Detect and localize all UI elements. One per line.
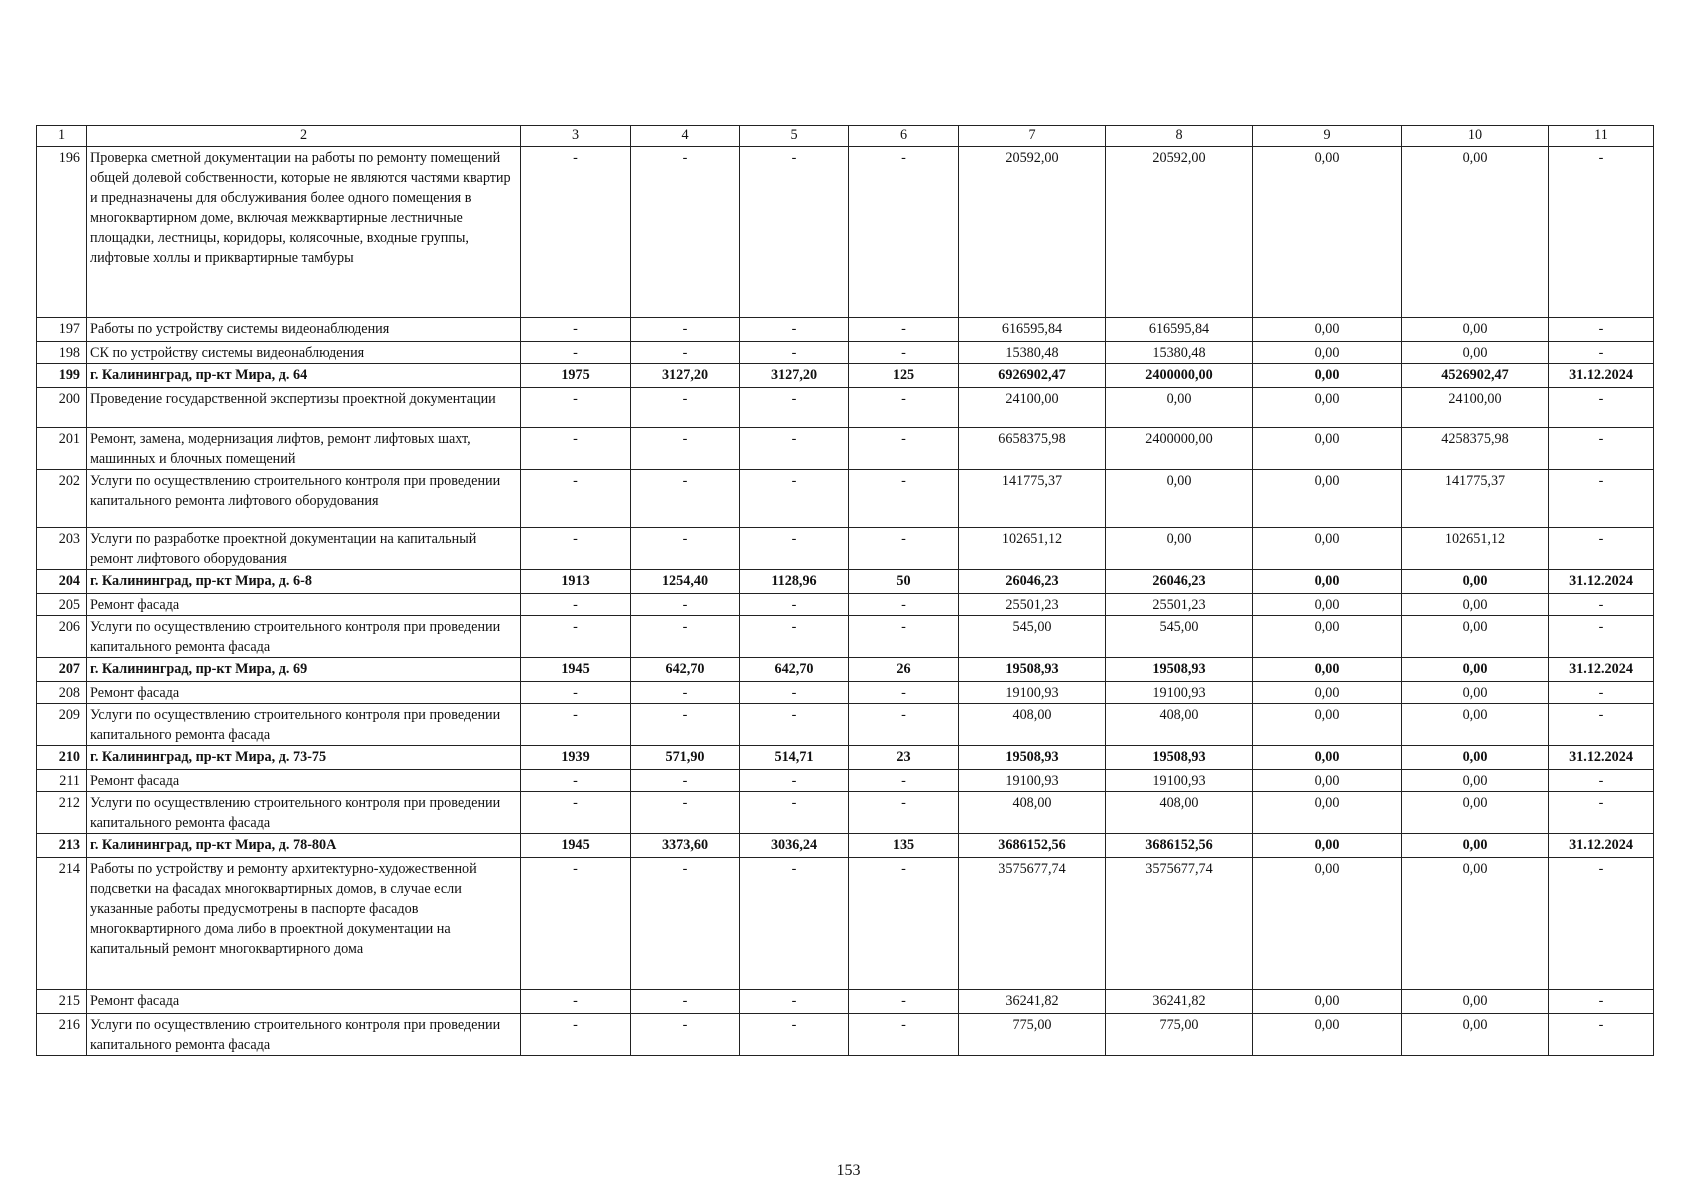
cell-budget-amount: 0,00 xyxy=(1253,594,1402,616)
cell-completion-date: 31.12.2024 xyxy=(1549,570,1654,594)
cell-owners-amount: 0,00 xyxy=(1402,616,1549,658)
cell-budget-amount: 0,00 xyxy=(1253,834,1402,858)
cell-fund-amount: 36241,82 xyxy=(1106,990,1253,1014)
work-row xyxy=(37,594,1654,616)
cell-year-built: - xyxy=(521,770,631,792)
address-row xyxy=(37,746,1654,770)
cell-residents: - xyxy=(849,318,959,342)
cell-owners-amount: 0,00 xyxy=(1402,792,1549,834)
cell-row-number: 214 xyxy=(37,858,87,990)
cell-row-number: 211 xyxy=(37,770,87,792)
cell-living-area: - xyxy=(740,388,849,428)
cell-work-description: Услуги по осуществлению строительного контроля при проведении капитального ремонта фасада xyxy=(87,792,521,834)
cell-fund-amount: 2400000,00 xyxy=(1106,364,1253,388)
cell-row-number: 197 xyxy=(37,318,87,342)
cell-residents: 26 xyxy=(849,658,959,682)
cell-row-number: 204 xyxy=(37,570,87,594)
cell-living-area: 514,71 xyxy=(740,746,849,770)
cell-completion-date: - xyxy=(1549,147,1654,318)
header-cell-work-description: 2 xyxy=(87,126,521,147)
cell-residents: - xyxy=(849,147,959,318)
cell-living-area: - xyxy=(740,428,849,470)
work-row xyxy=(37,616,1654,658)
cell-residents: - xyxy=(849,470,959,528)
cell-completion-date: - xyxy=(1549,388,1654,428)
cell-living-area: - xyxy=(740,770,849,792)
cell-completion-date: 31.12.2024 xyxy=(1549,834,1654,858)
cell-year-built: - xyxy=(521,682,631,704)
work-row xyxy=(37,770,1654,792)
cell-total-area: - xyxy=(631,1014,740,1056)
cell-owners-amount: 0,00 xyxy=(1402,1014,1549,1056)
cell-living-area: 1128,96 xyxy=(740,570,849,594)
cell-budget-amount: 0,00 xyxy=(1253,682,1402,704)
cell-completion-date: 31.12.2024 xyxy=(1549,658,1654,682)
cell-residents: - xyxy=(849,388,959,428)
cell-fund-amount: 3575677,74 xyxy=(1106,858,1253,990)
cell-total-cost: 19100,93 xyxy=(959,770,1106,792)
cell-fund-amount: 20592,00 xyxy=(1106,147,1253,318)
cell-budget-amount: 0,00 xyxy=(1253,364,1402,388)
cell-total-cost: 3686152,56 xyxy=(959,834,1106,858)
work-row xyxy=(37,342,1654,364)
cell-work-description: Услуги по осуществлению строительного контроля при проведении капитального ремонта фасада xyxy=(87,616,521,658)
cell-completion-date: - xyxy=(1549,792,1654,834)
cell-total-cost: 616595,84 xyxy=(959,318,1106,342)
cell-year-built: - xyxy=(521,616,631,658)
cell-completion-date: 31.12.2024 xyxy=(1549,746,1654,770)
cell-budget-amount: 0,00 xyxy=(1253,342,1402,364)
cell-row-number: 206 xyxy=(37,616,87,658)
cell-fund-amount: 408,00 xyxy=(1106,704,1253,746)
cell-total-cost: 19508,93 xyxy=(959,746,1106,770)
cell-budget-amount: 0,00 xyxy=(1253,428,1402,470)
cell-total-cost: 141775,37 xyxy=(959,470,1106,528)
cell-owners-amount: 0,00 xyxy=(1402,342,1549,364)
cell-total-area: - xyxy=(631,388,740,428)
cell-year-built: - xyxy=(521,1014,631,1056)
cell-budget-amount: 0,00 xyxy=(1253,746,1402,770)
cell-owners-amount: 0,00 xyxy=(1402,594,1549,616)
work-row xyxy=(37,990,1654,1014)
cell-residents: - xyxy=(849,792,959,834)
cell-work-description: г. Калининград, пр-кт Мира, д. 73-75 xyxy=(87,746,521,770)
cell-residents: - xyxy=(849,528,959,570)
cell-living-area: - xyxy=(740,318,849,342)
cell-total-cost: 24100,00 xyxy=(959,388,1106,428)
cell-total-area: - xyxy=(631,704,740,746)
cell-row-number: 196 xyxy=(37,147,87,318)
cell-total-area: - xyxy=(631,342,740,364)
cell-fund-amount: 545,00 xyxy=(1106,616,1253,658)
cell-total-area: 3127,20 xyxy=(631,364,740,388)
cell-work-description: СК по устройству системы видеонаблюдения xyxy=(87,342,521,364)
cell-total-cost: 15380,48 xyxy=(959,342,1106,364)
cell-completion-date: - xyxy=(1549,528,1654,570)
cell-residents: - xyxy=(849,428,959,470)
cell-living-area: - xyxy=(740,342,849,364)
cell-fund-amount: 19508,93 xyxy=(1106,658,1253,682)
cell-fund-amount: 19100,93 xyxy=(1106,770,1253,792)
cell-budget-amount: 0,00 xyxy=(1253,990,1402,1014)
header-cell-residents: 6 xyxy=(849,126,959,147)
cell-fund-amount: 408,00 xyxy=(1106,792,1253,834)
cell-residents: - xyxy=(849,342,959,364)
address-row xyxy=(37,570,1654,594)
cell-living-area: 642,70 xyxy=(740,658,849,682)
cell-fund-amount: 0,00 xyxy=(1106,470,1253,528)
cell-total-area: 3373,60 xyxy=(631,834,740,858)
cell-total-cost: 25501,23 xyxy=(959,594,1106,616)
cell-row-number: 198 xyxy=(37,342,87,364)
cell-residents: - xyxy=(849,704,959,746)
cell-fund-amount: 2400000,00 xyxy=(1106,428,1253,470)
cell-fund-amount: 25501,23 xyxy=(1106,594,1253,616)
table-header-row xyxy=(37,126,1654,147)
cell-total-cost: 3575677,74 xyxy=(959,858,1106,990)
cell-row-number: 203 xyxy=(37,528,87,570)
cell-owners-amount: 24100,00 xyxy=(1402,388,1549,428)
cell-residents: 135 xyxy=(849,834,959,858)
cell-total-area: - xyxy=(631,428,740,470)
cell-living-area: - xyxy=(740,594,849,616)
cell-year-built: - xyxy=(521,428,631,470)
cell-budget-amount: 0,00 xyxy=(1253,470,1402,528)
cell-owners-amount: 0,00 xyxy=(1402,570,1549,594)
address-row xyxy=(37,658,1654,682)
header-cell-owners-amount: 10 xyxy=(1402,126,1549,147)
header-cell-fund-amount: 8 xyxy=(1106,126,1253,147)
cell-residents: - xyxy=(849,616,959,658)
cell-fund-amount: 0,00 xyxy=(1106,388,1253,428)
cell-residents: - xyxy=(849,1014,959,1056)
work-row xyxy=(37,858,1654,990)
cell-completion-date: - xyxy=(1549,682,1654,704)
cell-residents: - xyxy=(849,858,959,990)
cell-owners-amount: 0,00 xyxy=(1402,770,1549,792)
cell-year-built: 1975 xyxy=(521,364,631,388)
cell-budget-amount: 0,00 xyxy=(1253,658,1402,682)
cell-year-built: - xyxy=(521,318,631,342)
cell-year-built: - xyxy=(521,342,631,364)
cell-work-description: Проверка сметной документации на работы по ремонту помещений общей долевой собственности, которые не являются частями квартир и предназначены для обслуживания более одного помещения в многоквартирном доме, включая межквартирные лестничные площадки, лестницы, коридоры, колясочные, входные группы, лифтовые холлы и приквартирные тамбуры xyxy=(87,147,521,318)
cell-total-area: - xyxy=(631,990,740,1014)
cell-year-built: 1945 xyxy=(521,658,631,682)
cell-row-number: 200 xyxy=(37,388,87,428)
work-row xyxy=(37,792,1654,834)
cell-budget-amount: 0,00 xyxy=(1253,792,1402,834)
cell-row-number: 212 xyxy=(37,792,87,834)
cell-total-area: 642,70 xyxy=(631,658,740,682)
cell-budget-amount: 0,00 xyxy=(1253,1014,1402,1056)
cell-total-area: - xyxy=(631,770,740,792)
cell-total-area: 1254,40 xyxy=(631,570,740,594)
cell-total-cost: 545,00 xyxy=(959,616,1106,658)
cell-work-description: Ремонт фасада xyxy=(87,770,521,792)
cell-owners-amount: 4258375,98 xyxy=(1402,428,1549,470)
cell-year-built: - xyxy=(521,704,631,746)
cell-completion-date: - xyxy=(1549,616,1654,658)
cell-living-area: - xyxy=(740,147,849,318)
cell-work-description: Работы по устройству системы видеонаблюдения xyxy=(87,318,521,342)
cell-residents: - xyxy=(849,990,959,1014)
cell-fund-amount: 616595,84 xyxy=(1106,318,1253,342)
address-row xyxy=(37,834,1654,858)
cell-year-built: - xyxy=(521,858,631,990)
cell-owners-amount: 102651,12 xyxy=(1402,528,1549,570)
header-cell-year-built: 3 xyxy=(521,126,631,147)
cell-living-area: - xyxy=(740,1014,849,1056)
cell-total-area: - xyxy=(631,147,740,318)
cell-owners-amount: 0,00 xyxy=(1402,746,1549,770)
cell-owners-amount: 0,00 xyxy=(1402,682,1549,704)
cell-living-area: - xyxy=(740,704,849,746)
header-cell-living-area: 5 xyxy=(740,126,849,147)
cell-completion-date: - xyxy=(1549,990,1654,1014)
cell-fund-amount: 0,00 xyxy=(1106,528,1253,570)
cell-year-built: - xyxy=(521,388,631,428)
cell-owners-amount: 0,00 xyxy=(1402,147,1549,318)
cell-work-description: г. Калининград, пр-кт Мира, д. 78-80А xyxy=(87,834,521,858)
cell-residents: - xyxy=(849,594,959,616)
work-row xyxy=(37,318,1654,342)
cell-total-area: - xyxy=(631,594,740,616)
capital-repair-table xyxy=(36,125,1654,1056)
header-cell-total-cost: 7 xyxy=(959,126,1106,147)
cell-fund-amount: 15380,48 xyxy=(1106,342,1253,364)
cell-living-area: - xyxy=(740,858,849,990)
cell-total-area: - xyxy=(631,528,740,570)
cell-fund-amount: 3686152,56 xyxy=(1106,834,1253,858)
cell-budget-amount: 0,00 xyxy=(1253,616,1402,658)
cell-row-number: 207 xyxy=(37,658,87,682)
cell-row-number: 209 xyxy=(37,704,87,746)
cell-owners-amount: 0,00 xyxy=(1402,704,1549,746)
work-row xyxy=(37,1014,1654,1056)
cell-row-number: 201 xyxy=(37,428,87,470)
cell-fund-amount: 19508,93 xyxy=(1106,746,1253,770)
cell-row-number: 216 xyxy=(37,1014,87,1056)
cell-year-built: 1913 xyxy=(521,570,631,594)
cell-living-area: - xyxy=(740,528,849,570)
cell-total-cost: 775,00 xyxy=(959,1014,1106,1056)
cell-living-area: - xyxy=(740,470,849,528)
address-row xyxy=(37,364,1654,388)
cell-budget-amount: 0,00 xyxy=(1253,704,1402,746)
cell-row-number: 210 xyxy=(37,746,87,770)
cell-budget-amount: 0,00 xyxy=(1253,858,1402,990)
header-cell-budget-amount: 9 xyxy=(1253,126,1402,147)
cell-row-number: 199 xyxy=(37,364,87,388)
cell-total-cost: 26046,23 xyxy=(959,570,1106,594)
cell-total-cost: 6658375,98 xyxy=(959,428,1106,470)
cell-year-built: - xyxy=(521,528,631,570)
cell-owners-amount: 4526902,47 xyxy=(1402,364,1549,388)
cell-completion-date: - xyxy=(1549,594,1654,616)
cell-work-description: Работы по устройству и ремонту архитектурно-художественной подсветки на фасадах многоквартирных домов, в случае если указанные работы предусмотрены в паспорте фасадов многоквартирного дома либо в проектной документации на капитальный ремонт многоквартирного дома xyxy=(87,858,521,990)
cell-living-area: - xyxy=(740,682,849,704)
cell-total-cost: 36241,82 xyxy=(959,990,1106,1014)
cell-residents: 23 xyxy=(849,746,959,770)
cell-living-area: - xyxy=(740,792,849,834)
cell-completion-date: - xyxy=(1549,704,1654,746)
cell-completion-date: - xyxy=(1549,470,1654,528)
cell-completion-date: - xyxy=(1549,858,1654,990)
cell-owners-amount: 0,00 xyxy=(1402,658,1549,682)
cell-owners-amount: 0,00 xyxy=(1402,834,1549,858)
cell-budget-amount: 0,00 xyxy=(1253,147,1402,318)
cell-row-number: 205 xyxy=(37,594,87,616)
cell-total-cost: 19508,93 xyxy=(959,658,1106,682)
cell-owners-amount: 0,00 xyxy=(1402,318,1549,342)
cell-total-area: - xyxy=(631,858,740,990)
cell-work-description: г. Калининград, пр-кт Мира, д. 64 xyxy=(87,364,521,388)
cell-total-cost: 6926902,47 xyxy=(959,364,1106,388)
cell-living-area: 3036,24 xyxy=(740,834,849,858)
work-row xyxy=(37,470,1654,528)
cell-work-description: г. Калининград, пр-кт Мира, д. 6-8 xyxy=(87,570,521,594)
cell-residents: - xyxy=(849,682,959,704)
cell-budget-amount: 0,00 xyxy=(1253,318,1402,342)
cell-budget-amount: 0,00 xyxy=(1253,570,1402,594)
cell-total-area: - xyxy=(631,318,740,342)
header-cell-row-number: 1 xyxy=(37,126,87,147)
work-row xyxy=(37,147,1654,318)
cell-completion-date: - xyxy=(1549,770,1654,792)
cell-residents: - xyxy=(849,770,959,792)
cell-living-area: - xyxy=(740,616,849,658)
cell-total-cost: 19100,93 xyxy=(959,682,1106,704)
cell-total-cost: 408,00 xyxy=(959,704,1106,746)
cell-total-area: - xyxy=(631,682,740,704)
work-row xyxy=(37,704,1654,746)
cell-work-description: Проведение государственной экспертизы проектной документации xyxy=(87,388,521,428)
cell-row-number: 208 xyxy=(37,682,87,704)
cell-total-cost: 408,00 xyxy=(959,792,1106,834)
cell-year-built: 1939 xyxy=(521,746,631,770)
cell-work-description: Услуги по осуществлению строительного контроля при проведении капитального ремонта фасада xyxy=(87,1014,521,1056)
cell-living-area: 3127,20 xyxy=(740,364,849,388)
cell-budget-amount: 0,00 xyxy=(1253,388,1402,428)
work-row xyxy=(37,682,1654,704)
cell-year-built: 1945 xyxy=(521,834,631,858)
header-cell-total-area: 4 xyxy=(631,126,740,147)
cell-work-description: Ремонт, замена, модернизация лифтов, ремонт лифтовых шахт, машинных и блочных помещений xyxy=(87,428,521,470)
cell-owners-amount: 141775,37 xyxy=(1402,470,1549,528)
cell-owners-amount: 0,00 xyxy=(1402,858,1549,990)
cell-living-area: - xyxy=(740,990,849,1014)
cell-work-description: Услуги по разработке проектной документации на капитальный ремонт лифтового оборудования xyxy=(87,528,521,570)
cell-completion-date: - xyxy=(1549,1014,1654,1056)
cell-work-description: Ремонт фасада xyxy=(87,594,521,616)
cell-work-description: Ремонт фасада xyxy=(87,990,521,1014)
cell-fund-amount: 775,00 xyxy=(1106,1014,1253,1056)
cell-row-number: 202 xyxy=(37,470,87,528)
cell-year-built: - xyxy=(521,990,631,1014)
cell-completion-date: - xyxy=(1549,428,1654,470)
cell-work-description: Ремонт фасада xyxy=(87,682,521,704)
cell-fund-amount: 19100,93 xyxy=(1106,682,1253,704)
cell-total-area: - xyxy=(631,616,740,658)
cell-total-cost: 102651,12 xyxy=(959,528,1106,570)
cell-row-number: 213 xyxy=(37,834,87,858)
cell-year-built: - xyxy=(521,594,631,616)
cell-work-description: Услуги по осуществлению строительного контроля при проведении капитального ремонта лифтового оборудования xyxy=(87,470,521,528)
cell-budget-amount: 0,00 xyxy=(1253,528,1402,570)
header-cell-completion-date: 11 xyxy=(1549,126,1654,147)
cell-budget-amount: 0,00 xyxy=(1253,770,1402,792)
cell-completion-date: - xyxy=(1549,342,1654,364)
cell-row-number: 215 xyxy=(37,990,87,1014)
cell-work-description: г. Калининград, пр-кт Мира, д. 69 xyxy=(87,658,521,682)
work-row xyxy=(37,428,1654,470)
cell-year-built: - xyxy=(521,792,631,834)
cell-fund-amount: 26046,23 xyxy=(1106,570,1253,594)
cell-total-area: - xyxy=(631,470,740,528)
cell-residents: 50 xyxy=(849,570,959,594)
cell-year-built: - xyxy=(521,147,631,318)
work-row xyxy=(37,528,1654,570)
page-number: 153 xyxy=(836,1162,861,1179)
cell-year-built: - xyxy=(521,470,631,528)
cell-residents: 125 xyxy=(849,364,959,388)
cell-completion-date: 31.12.2024 xyxy=(1549,364,1654,388)
cell-work-description: Услуги по осуществлению строительного контроля при проведении капитального ремонта фасада xyxy=(87,704,521,746)
work-row xyxy=(37,388,1654,428)
cell-total-cost: 20592,00 xyxy=(959,147,1106,318)
cell-total-area: 571,90 xyxy=(631,746,740,770)
cell-total-area: - xyxy=(631,792,740,834)
cell-completion-date: - xyxy=(1549,318,1654,342)
cell-owners-amount: 0,00 xyxy=(1402,990,1549,1014)
